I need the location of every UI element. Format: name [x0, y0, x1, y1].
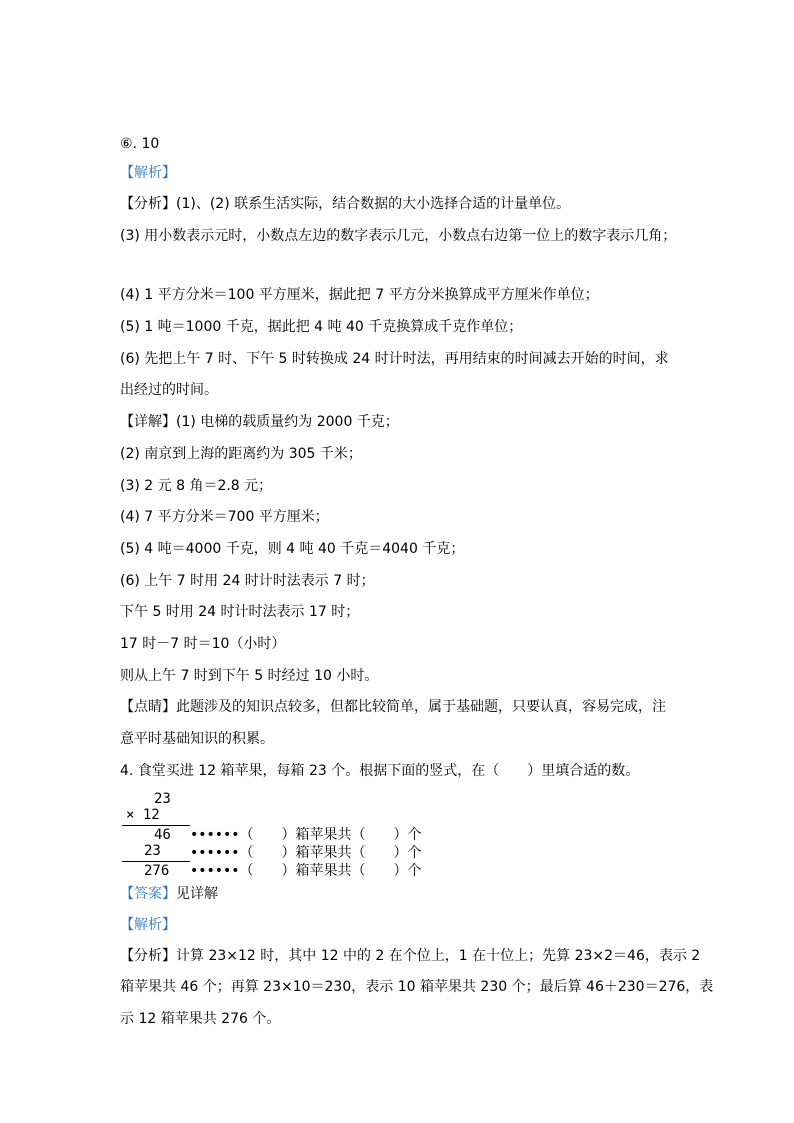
analysis-label: 【分析】 — [120, 196, 176, 212]
text-line: (6) 上午 7 时用 24 时计时法表示 7 时； — [120, 573, 375, 589]
calc-multiplier: × 12 — [126, 807, 160, 823]
vertical-multiplication — [118, 790, 458, 880]
text-line: (3) 用小数表示元时，小数点左边的数字表示几元，小数点右边第一位上的数字表示几角； — [120, 228, 677, 244]
text-line: (5) 4 吨＝4000 千克，则 4 吨 40 千克＝4040 千克； — [120, 541, 465, 557]
text-line: (2) 南京到上海的距离约为 305 千米； — [120, 446, 362, 462]
detail-line — [120, 412, 399, 432]
text-line: (4) 1 平方分米＝100 平方厘米，据此把 7 平方分米换算成平方厘米作单位； — [120, 287, 599, 303]
text-line: 意平时基础知识的积累。 — [120, 731, 274, 747]
text-line: (5) 1 吨＝1000 千克，据此把 4 吨 40 千克换算成千克作单位； — [120, 319, 523, 335]
calc-partial-1: 46 — [154, 827, 171, 843]
analysis-heading: 【解析】 — [120, 165, 176, 181]
answer-key-text: 见详解 — [176, 886, 218, 902]
text-line: 则从上午 7 时到下午 5 时经过 10 小时。 — [120, 668, 379, 684]
text-line: 示 12 箱苹果共 276 个。 — [120, 1011, 281, 1027]
analysis-heading: 【解析】 — [120, 917, 176, 933]
calc-partial-2: 23 — [144, 843, 161, 859]
calc-multiplicand: 23 — [154, 791, 171, 807]
text-line: 17 时－7 时＝10（小时） — [120, 636, 286, 652]
analysis-line — [120, 946, 700, 966]
detail-label: 【详解】 — [120, 414, 176, 430]
text-line: 下午 5 时用 24 时计时法表示 17 时； — [120, 604, 360, 620]
comment-text: 此题涉及的知识点较多，但都比较简单，属于基础题，只要认真，容易完成，注 — [176, 699, 666, 715]
text-line: (6) 先把上午 7 时、下午 5 时转换成 24 时计时法，再用结束的时间减去开始的时间，求 — [120, 351, 669, 367]
calc-blank-3: ••••••（ ）箱苹果共（ ）个 — [190, 863, 422, 879]
answer-key-line — [120, 884, 218, 904]
text-line: 箱苹果共 46 个；再算 23×10＝230，表示 10 箱苹果共 230 个；最后算 46＋230＝276，表 — [120, 979, 714, 995]
question-line: 4. 食堂买进 12 箱苹果，每箱 23 个。根据下面的竖式，在（ ）里填合适的数。 — [120, 763, 640, 779]
comment-label: 【点睛】 — [120, 699, 176, 715]
answer-line: ⑥. 10 — [120, 136, 160, 152]
answer-key-label: 【答案】 — [120, 886, 176, 902]
text-line: (4) 7 平方分米＝700 平方厘米； — [120, 509, 329, 525]
detail-text: (1) 电梯的载质量约为 2000 千克； — [176, 414, 399, 430]
analysis-text: 计算 23×12 时，其中 12 中的 2 在个位上，1 在十位上；先算 23×2＝46，表示 2 — [176, 948, 701, 964]
calc-product: 276 — [144, 863, 170, 879]
analysis-label: 【分析】 — [120, 948, 176, 964]
calc-blank-1: ••••••（ ）箱苹果共（ ）个 — [190, 827, 422, 843]
calc-blank-2: ••••••（ ）箱苹果共（ ）个 — [190, 845, 422, 861]
analysis-text: (1)、(2) 联系生活实际，结合数据的大小选择合适的计量单位。 — [176, 196, 571, 212]
text-line: 出经过的时间。 — [120, 382, 218, 398]
comment-line — [120, 697, 666, 717]
text-line: (3) 2 元 8 角＝2.8 元； — [120, 478, 273, 494]
analysis-line — [120, 194, 570, 214]
